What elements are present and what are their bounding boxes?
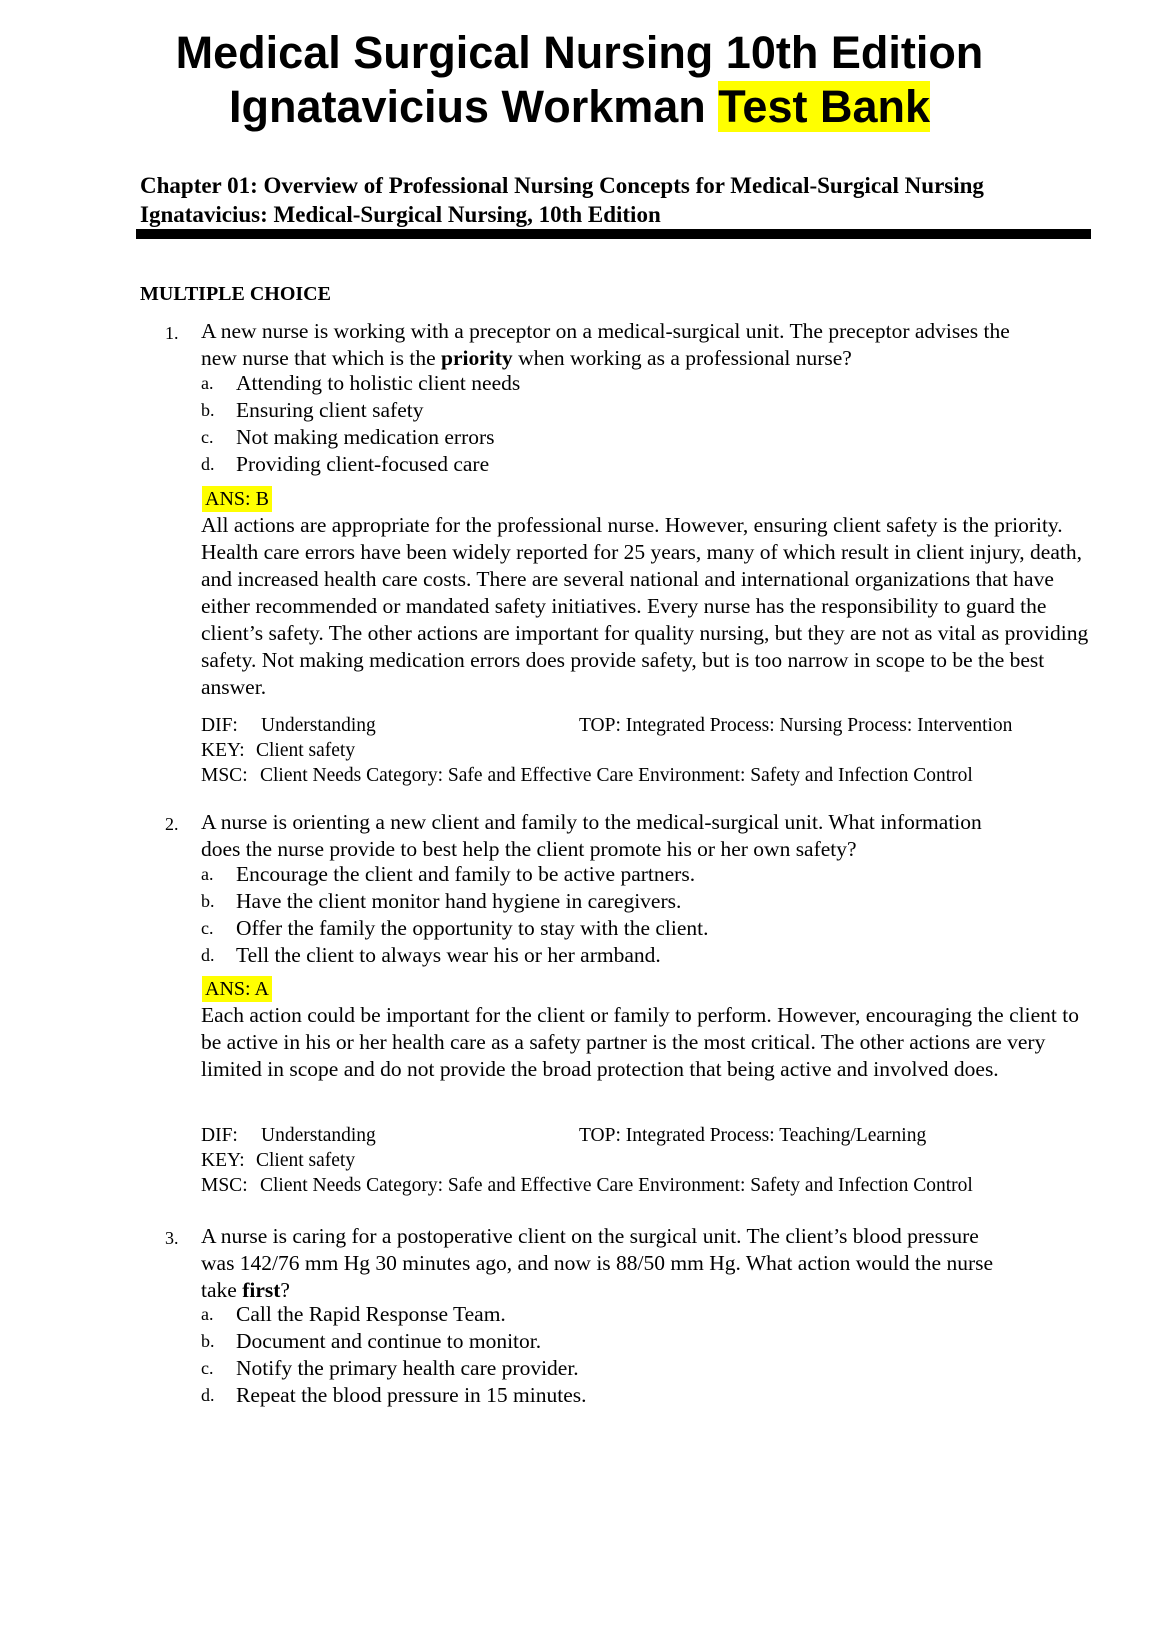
dif-value: Understanding [261,1125,376,1146]
question-number: 1. [165,323,179,343]
title-line-2-plain: Ignatavicius Workman [228,81,719,132]
title-highlight: Test Bank [718,81,931,132]
msc-label: MSC: [201,765,248,786]
choice-text: Tell the client to always wear his or her armband. [236,943,661,967]
title-line-1: Medical Surgical Nursing 10th Edition [175,27,984,78]
key-value: Client safety [256,740,356,761]
dif-label: DIF: [201,715,238,736]
rationale: All actions are appropriate for the professional nurse. However, ensuring client safety is the priority. Health care errors have been widely reported for 25 years, many of which result in client injury, death, and increased health care costs. There are several national and international organizations that have either recommended or mandated safety initiatives. Every nurse has the responsibility to guard the client’s safety. The other actions are important for quality nursing, but they are not as vital as providing safety. Not making medication errors does provide safety, but is too narrow in scope to be the best answer. [201,513,1089,699]
section-heading: MULTIPLE CHOICE [140,283,331,305]
msc-label: MSC: [201,1175,248,1196]
choice-letter: c. [201,918,214,938]
choice-item [201,1355,1091,1382]
choice-text: Offer the family the opportunity to stay with the client. [236,916,709,940]
answer-key: ANS: B [202,486,272,512]
key-label: KEY: [201,740,245,761]
choice-letter: b. [201,1331,215,1351]
question-stem [201,809,1091,863]
stem-text: when working as a professional nurse? [512,346,852,370]
meta-row [201,738,1101,763]
choice-item [201,1328,1091,1355]
choice-list [201,861,1091,969]
chapter-header [140,171,1100,229]
choice-text: Notify the primary health care provider. [236,1356,579,1380]
rationale: Each action could be important for the client or family to perform. However, encouraging the client to be active in his or her health care as a safety partner is the most critical. The other actions are very limited in scope and do not provide the broad protection that being active and involved does. [201,1003,1079,1081]
emphasis-word: first [242,1278,281,1302]
choice-letter: a. [201,864,214,884]
choice-letter: b. [201,400,215,420]
stem-line [201,345,1091,372]
choice-letter: a. [201,1304,214,1324]
choice-item [201,1382,1091,1409]
meta-row [201,763,1101,788]
choice-letter: d. [201,1385,215,1405]
choice-text: Have the client monitor hand hygiene in caregivers. [236,889,682,913]
question-stem [201,1223,1091,1304]
question-metadata [201,1123,1101,1198]
msc-value: Client Needs Category: Safe and Effective Care Environment: Safety and Infection Control [260,1175,973,1196]
dif-value: Understanding [261,715,376,736]
choice-letter: b. [201,891,215,911]
choice-letter: d. [201,454,215,474]
title-line-2 [0,80,1159,134]
choice-item [201,424,1091,451]
choice-letter: a. [201,373,214,393]
choice-text: Providing client-focused care [236,452,490,476]
stem-text: take [201,1278,243,1302]
top-value: TOP: Integrated Process: Teaching/Learning [579,1125,927,1146]
choice-text: Encourage the client and family to be active partners. [236,862,696,886]
choice-text: Attending to holistic client needs [236,371,521,395]
msc-value: Client Needs Category: Safe and Effective Care Environment: Safety and Infection Control [260,765,973,786]
stem-line: was 142/76 mm Hg 30 minutes ago, and now is 88/50 mm Hg. What action would the nurse [201,1251,994,1275]
stem-line: does the nurse provide to best help the client promote his or her own safety? [201,837,857,861]
chapter-title: Chapter 01: Overview of Professional Nursing Concepts for Medical-Surgical Nursing [140,173,984,198]
choice-letter: c. [201,1358,214,1378]
choice-text: Document and continue to monitor. [236,1329,542,1353]
meta-row [201,1123,1101,1148]
header-rule [136,229,1091,239]
choice-text: Not making medication errors [236,425,495,449]
choice-item [201,397,1091,424]
stem-line: A nurse is caring for a postoperative client on the surgical unit. The client’s blood pressure [201,1224,979,1248]
emphasis-word: priority [441,346,513,370]
key-value: Client safety [256,1150,356,1171]
question-number: 2. [165,814,179,834]
stem-text: ? [280,1278,290,1302]
stem-line: A new nurse is working with a preceptor on a medical-surgical unit. The preceptor advises the [201,319,1010,343]
document-title [0,26,1159,134]
book-title: Ignatavicius: Medical-Surgical Nursing, 10th Edition [140,202,661,227]
choice-item [201,942,1091,969]
stem-line: A nurse is orienting a new client and family to the medical-surgical unit. What information [201,810,982,834]
stem-text: new nurse that which is the [201,346,442,370]
stem-line [201,1277,1091,1304]
top-value: TOP: Integrated Process: Nursing Process: Intervention [579,715,1013,736]
choice-text: Ensuring client safety [236,398,424,422]
meta-row [201,1173,1101,1198]
choice-item [201,888,1091,915]
choice-item [201,451,1091,478]
question-stem [201,318,1091,372]
choice-list [201,1301,1091,1409]
choice-letter: d. [201,945,215,965]
choice-item [201,1301,1091,1328]
choice-item [201,861,1091,888]
choice-item [201,370,1091,397]
choice-item [201,915,1091,942]
choice-letter: c. [201,427,214,447]
choice-text: Call the Rapid Response Team. [236,1302,506,1326]
answer-key: ANS: A [202,976,272,1002]
choice-text: Repeat the blood pressure in 15 minutes. [236,1383,587,1407]
key-label: KEY: [201,1150,245,1171]
choice-list [201,370,1091,478]
meta-row [201,713,1101,738]
dif-label: DIF: [201,1125,238,1146]
question-number: 3. [165,1228,179,1248]
meta-row [201,1148,1101,1173]
question-metadata [201,713,1101,788]
